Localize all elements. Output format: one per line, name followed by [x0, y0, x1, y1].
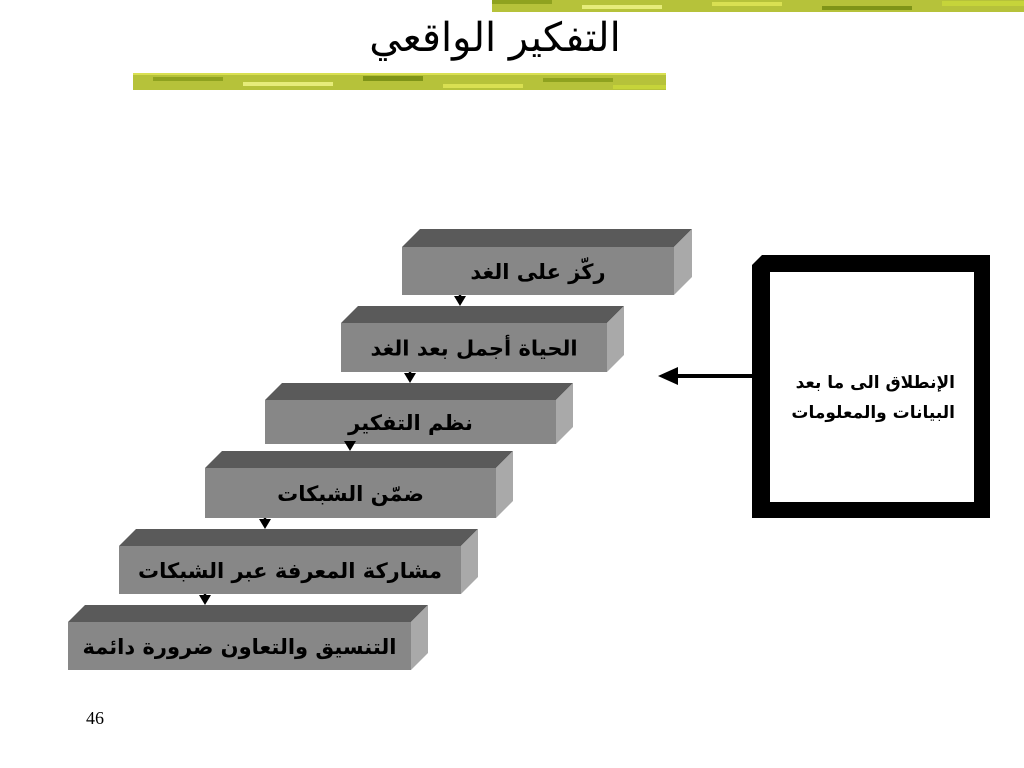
slide-title: التفكير الواقعي	[369, 15, 621, 61]
step-3	[265, 383, 573, 444]
step-top-face	[402, 229, 692, 247]
step-connector-arrowhead	[199, 595, 211, 605]
step-1	[402, 229, 692, 295]
step-label: التنسيق والتعاون ضرورة دائمة	[82, 635, 397, 659]
step-label: ركّز على الغد	[470, 260, 606, 284]
step-label: ضمّن الشبكات	[277, 482, 424, 506]
step-top-face	[265, 383, 573, 400]
box-arrow-head	[658, 367, 678, 385]
step-top-face	[341, 306, 624, 323]
step-label: نظم التفكير	[348, 411, 473, 435]
step-connector-arrowhead	[454, 296, 466, 306]
step-6	[68, 605, 428, 670]
step-connector-arrowhead	[259, 519, 271, 529]
page-number: 46	[86, 708, 104, 728]
step-5	[119, 529, 478, 594]
step-top-face	[205, 451, 513, 468]
step-top-face	[68, 605, 428, 622]
side-box	[752, 255, 990, 518]
box-arrow	[658, 367, 752, 385]
step-connector-arrowhead	[344, 441, 356, 451]
step-label: مشاركة المعرفة عبر الشبكات	[138, 559, 442, 583]
step-connector-arrowhead	[404, 373, 416, 383]
step-2	[341, 306, 624, 372]
side-box-line1: الإنطلاق الى ما بعد	[795, 373, 955, 393]
side-box-line2: البيانات والمعلومات	[791, 403, 955, 423]
step-label: الحياة أجمل بعد الغد	[370, 336, 578, 361]
step-4	[205, 451, 513, 518]
step-top-face	[119, 529, 478, 546]
